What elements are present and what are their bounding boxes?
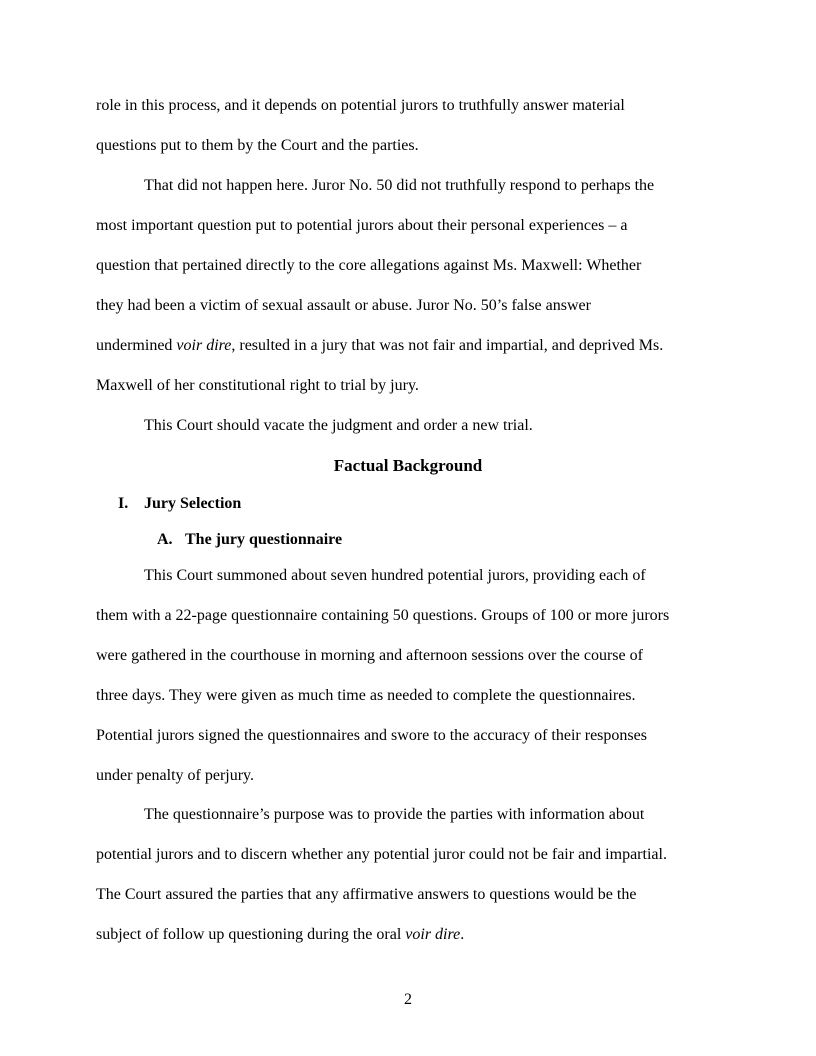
- paragraph-line: The questionnaire’s purpose was to provide the parties with information about: [144, 806, 645, 823]
- paragraph-line: question that pertained directly to the core allegations against Ms. Maxwell: Whether: [96, 257, 642, 274]
- paragraph-line: The Court assured the parties that any affirmative answers to questions would be the: [96, 886, 637, 903]
- paragraph-line: were gathered in the courthouse in morning and afternoon sessions over the course of: [96, 647, 643, 664]
- subheading-level-1: [118, 494, 241, 514]
- italic-term: voir dire: [405, 926, 461, 943]
- paragraph-line: [96, 336, 663, 356]
- heading-number: A.: [157, 531, 173, 548]
- italic-term: voir dire: [176, 337, 232, 354]
- paragraph-line: them with a 22-page questionnaire containing 50 questions. Groups of 100 or more jurors: [96, 607, 670, 624]
- paragraph-line: three days. They were given as much time as needed to complete the questionnaires.: [96, 687, 636, 704]
- heading-number: I.: [118, 495, 129, 512]
- heading-text: The jury questionnaire: [185, 531, 343, 548]
- text-run: , resulted in a jury that was not fair and impartial, and deprived Ms.: [231, 337, 664, 354]
- paragraph-line: Maxwell of her constitutional right to trial by jury.: [96, 377, 419, 394]
- page-number: 2: [404, 991, 412, 1008]
- paragraph-line: This Court should vacate the judgment and order a new trial.: [144, 417, 533, 434]
- paragraph-line: under penalty of perjury.: [96, 767, 255, 784]
- subheading-level-2: [157, 530, 342, 550]
- paragraph-line: That did not happen here. Juror No. 50 did not truthfully respond to perhaps the: [144, 177, 655, 194]
- paragraph-line: potential jurors and to discern whether any potential juror could not be fair and impartial.: [96, 846, 667, 863]
- paragraph-line: Potential jurors signed the questionnaires and swore to the accuracy of their responses: [96, 727, 647, 744]
- heading-text: Jury Selection: [144, 495, 242, 512]
- section-heading: Factual Background: [333, 456, 483, 475]
- paragraph-line: most important question put to potential jurors about their personal experiences – a: [96, 217, 628, 234]
- paragraph-line: they had been a victim of sexual assault or abuse. Juror No. 50’s false answer: [96, 297, 591, 314]
- paragraph-line: questions put to them by the Court and the parties.: [96, 137, 419, 154]
- paragraph-line: This Court summoned about seven hundred potential jurors, providing each of: [144, 567, 646, 584]
- text-run: undermined: [96, 337, 177, 354]
- paragraph-line: [96, 925, 464, 945]
- text-run: subject of follow up questioning during the oral: [96, 926, 406, 943]
- paragraph-line: role in this process, and it depends on potential jurors to truthfully answer material: [96, 97, 625, 114]
- text-run: .: [460, 926, 465, 943]
